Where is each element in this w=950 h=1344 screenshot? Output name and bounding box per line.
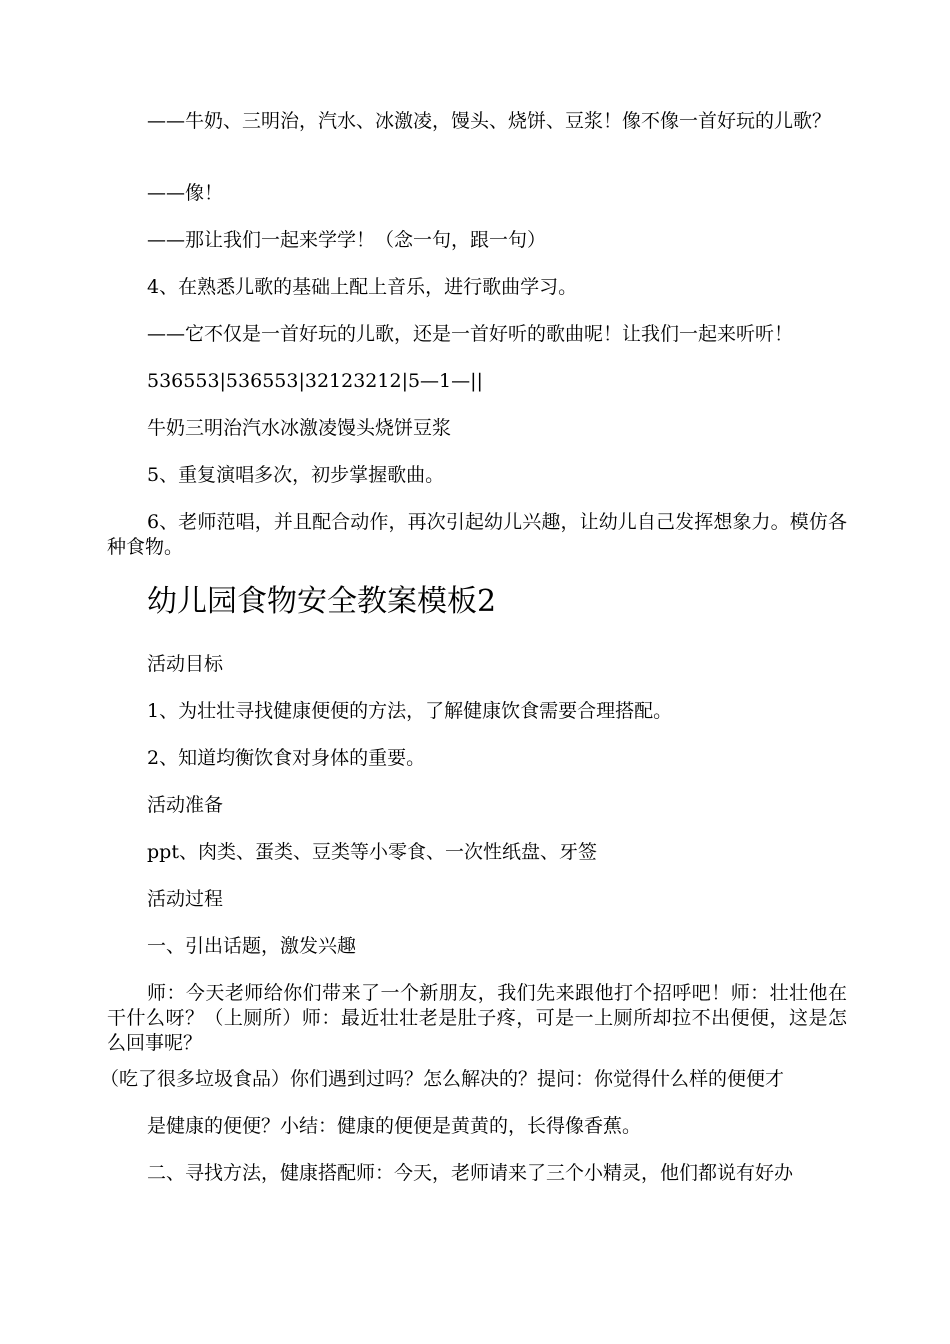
paragraph-lyrics: 牛奶三明治汽水冰激凌馒头烧饼豆浆 bbox=[147, 417, 452, 439]
paragraph-activity-prep: 活动准备 bbox=[147, 794, 224, 816]
paragraph-step-5: 5、重复演唱多次，初步掌握歌曲。 bbox=[147, 464, 445, 486]
paragraph-step-6: 6、老师范唱，并且配合动作，再次引起幼儿兴趣，让幼儿自己发挥想象力。模仿各种食物。 bbox=[107, 511, 847, 558]
paragraph-step-4: 4、在熟悉儿歌的基础上配上音乐，进行歌曲学习。 bbox=[147, 276, 578, 298]
paragraph-goal-2: 2、知道均衡饮食对身体的重要。 bbox=[147, 747, 426, 769]
paragraph-junk-food: （吃了很多垃圾食品）你们遇到过吗？怎么解决的？提问：你觉得什么样的便便才 bbox=[100, 1068, 785, 1090]
paragraph-teacher-intro: 师：今天老师给你们带来了一个新朋友，我们先来跟他打个招呼吧！师：壮壮他在干什么呀？（上厕所）师：最近壮壮老是肚子疼，可是一上厕所却拉不出便便，这是怎么回事呢？ bbox=[107, 982, 847, 1054]
paragraph-materials: ppt、肉类、蛋类、豆类等小零食、一次性纸盘、牙签 bbox=[147, 841, 597, 863]
paragraph-notation: 536553|536553|32123212|5—1—|| bbox=[147, 370, 483, 392]
paragraph-step-one: 一、引出话题，激发兴趣 bbox=[147, 935, 357, 957]
paragraph-healthy-poop: 是健康的便便？小结：健康的便便是黄黄的，长得像香蕉。 bbox=[147, 1115, 642, 1137]
paragraph-activity-goals: 活动目标 bbox=[147, 653, 224, 675]
paragraph-listen: ——它不仅是一首好玩的儿歌，还是一首好听的歌曲呢！让我们一起来听听！ bbox=[147, 323, 794, 345]
section-heading: 幼儿园食物安全教案模板2 bbox=[147, 584, 497, 619]
paragraph-goal-1: 1、为壮壮寻找健康便便的方法，了解健康饮食需要合理搭配。 bbox=[147, 700, 673, 722]
paragraph-learn-together: ——那让我们一起来学学！（念一句，跟一句） bbox=[147, 229, 547, 251]
paragraph-activity-process: 活动过程 bbox=[147, 888, 224, 910]
paragraph-song-intro: ——牛奶、三明治，汽水、冰激凌，馒头、烧饼、豆浆！像不像一首好玩的儿歌？ bbox=[147, 110, 832, 132]
paragraph-step-two: 二、寻找方法，健康搭配师：今天，老师请来了三个小精灵，他们都说有好办 bbox=[147, 1162, 794, 1184]
paragraph-reply: ——像！ bbox=[147, 182, 224, 204]
